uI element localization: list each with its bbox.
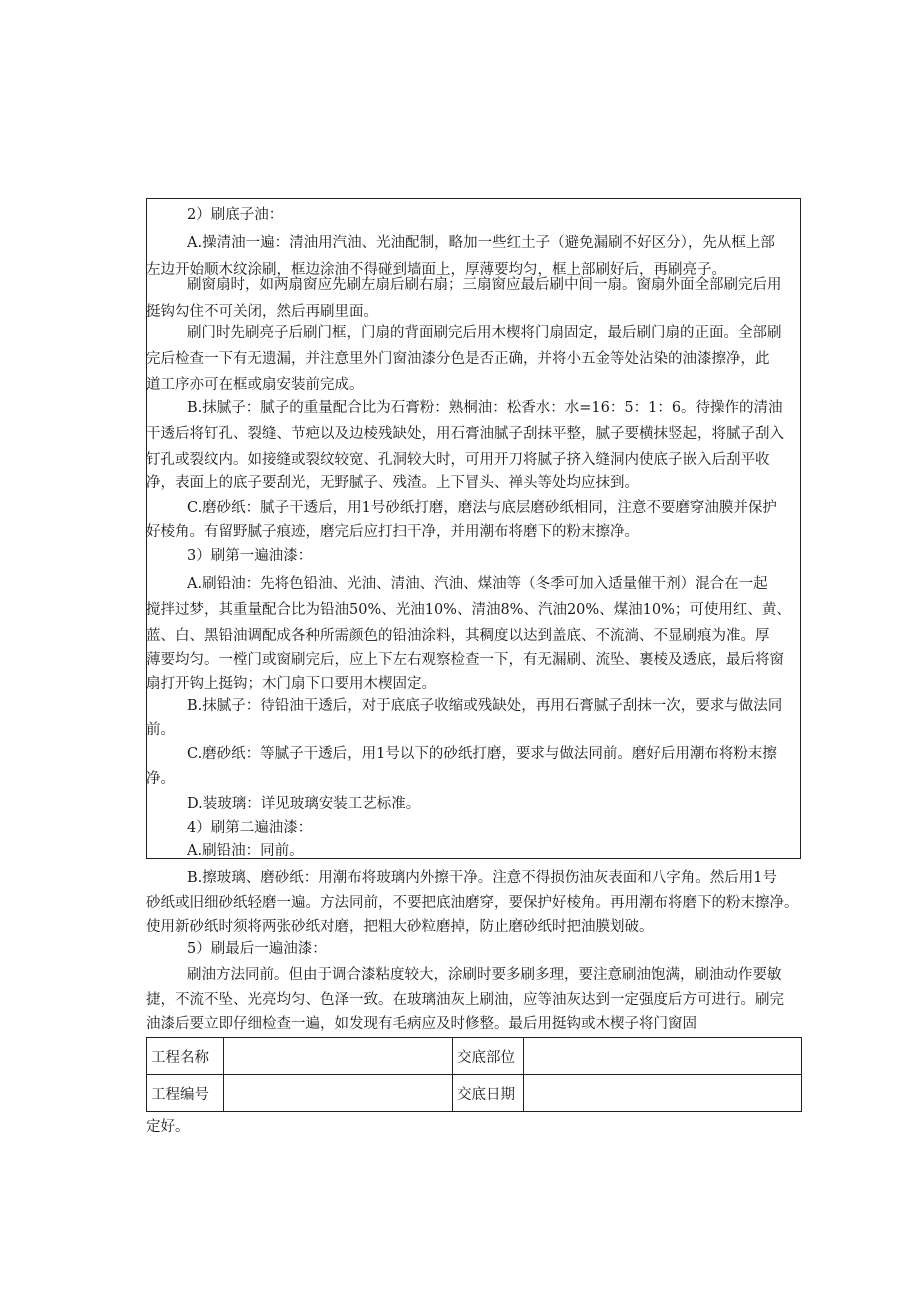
paragraph-line: C.磨砂纸：等腻子干透后，用1号以下的砂纸打磨，要求与做法同前。磨好后用潮布将粉末擦 [187, 746, 777, 762]
date-label: 交底日期 [453, 1075, 524, 1112]
paragraph-line: A.操清油一遍：清油用汽油、光油配制，略加一些红土子（避免漏刷不好区分），先从框上部 [187, 235, 775, 251]
project-number-label: 工程编号 [147, 1075, 224, 1112]
paragraph-line: 净。 [146, 771, 175, 787]
paragraph-line: D.装玻璃：详见玻璃安装工艺标准。 [187, 796, 421, 812]
heading-step-3: 3）刷第一遍油漆： [187, 548, 313, 564]
paragraph-line: 油漆后要立即仔细检查一遍，如发现有毛病应及时修整。最后用挺钩或木楔子将门窗固 [146, 1016, 697, 1032]
paragraph-line: 砂纸或旧细砂纸轻磨一遍。方法同前，不要把底油磨穿，要保护好棱角。再用潮布将磨下的粉末擦净。 [146, 895, 799, 911]
paragraph-line: 完后检查一下有无遗漏，并注意里外门窗油漆分色是否正确，并将小五金等处沾染的油漆擦净，此 [146, 351, 770, 367]
paragraph-line: C.磨砂纸：腻子干透后，用1号砂纸打磨，磨法与底层磨砂纸相同，注意不要磨穿油膜并保护 [187, 500, 777, 516]
paragraph-line: 刷窗扇时，如两扇窗应先刷左扇后刷右扇；三扇窗应最后刷中间一扇。窗扇外面全部刷完后用 [187, 277, 782, 293]
date-field[interactable] [524, 1075, 802, 1112]
trailing-text: 定好。 [146, 1119, 190, 1135]
location-label: 交底部位 [453, 1038, 524, 1075]
paragraph-line: A.刷铅油：同前。 [187, 843, 304, 859]
paragraph-line: 使用新砂纸时须将两张砂纸对磨，把粗大砂粒磨掉，防止磨砂纸时把油膜划破。 [146, 919, 654, 935]
paragraph-line: A.刷铅油：先将色铅油、光油、清油、汽油、煤油等（冬季可加入适量催干剂）混合在一起 [187, 576, 768, 592]
paragraph-line: 道工序亦可在框或扇安装前完成。 [146, 377, 364, 393]
paragraph-line: 挺钩勾住不可关闭，然后再刷里面。 [146, 304, 378, 320]
paragraph-line: B.抹腻子：腻子的重量配合比为石膏粉：熟桐油：松香水：水=16：5：1：6。待操作的清油 [187, 400, 783, 416]
paragraph-line: 钉孔或裂纹内。如接缝或裂纹较宽、孔洞较大时，可用开刀将腻子挤入缝洞内使底子嵌入后刮平收 [146, 452, 770, 468]
table-row [147, 1038, 802, 1075]
paragraph-line: 净，表面上的底子要刮光，无野腻子、残渣。上下冒头、禅头等处均应抹到。 [146, 475, 639, 491]
paragraph-line: B.抹腻子：待铅油干透后，对于底底子收缩或残缺处，再用石膏腻子刮抹一次，要求与做法同 [187, 698, 783, 714]
table-row [147, 1075, 802, 1112]
location-field[interactable] [524, 1038, 802, 1075]
paragraph-line: 前。 [146, 722, 175, 738]
heading-step-5: 5）刷最后一遍油漆： [187, 941, 327, 957]
project-number-field[interactable] [224, 1075, 453, 1112]
heading-step-4: 4）刷第二遍油漆： [187, 820, 313, 836]
paragraph-line: 薄要均匀。一樘门或窗刷完后，应上下左右观察检查一下，有无漏刷、流坠、裹棱及透底，最后将窗 [146, 652, 784, 668]
paragraph-line: 搅拌过梦，其重量配合比为铅油50%、光油10%、清油8%、汽油20%、煤油10%；可使用红、黄、 [146, 602, 791, 618]
paragraph-line: 刷油方法同前。但由于调合漆粘度较大，涂刷时要多刷多理，要注意刷油饱满，刷油动作要敏 [187, 967, 782, 983]
paragraph-line: 蓝、白、黑铅油调配成各种所需颜色的铅油涂料，其稠度以达到盖底、不流淌、不显刷痕为准。厚 [146, 628, 770, 644]
paragraph-line: 刷门时先刷亮子后刷门框，门扇的背面刷完后用木楔将门扇固定，最后刷门扇的正面。全部刷 [187, 325, 782, 341]
paragraph-line: B.擦玻璃、磨砂纸：用潮布将玻璃内外擦干净。注意不得损伤油灰表面和八字角。然后用1号 [187, 870, 777, 886]
project-name-field[interactable] [224, 1038, 453, 1075]
heading-step-2: 2）刷底子油： [187, 207, 284, 223]
project-name-label: 工程名称 [147, 1038, 224, 1075]
paragraph-line: 好棱角。有留野腻子痕迹，磨完后应打扫干净，并用潮布将磨下的粉末擦净。 [146, 524, 639, 540]
handover-info-table [146, 1037, 802, 1112]
paragraph-line: 左边开始顺木纹涂刷，框边涂油不得碰到墙面上，厚薄要均匀，框上部刷好后，再刷亮子。 [146, 262, 726, 278]
paragraph-line: 扇打开钩上挺钩；木门扇下口要用木楔固定。 [146, 676, 436, 692]
paragraph-line: 捷，不流不坠、光亮均匀、色泽一致。在玻璃油灰上刷油，应等油灰达到一定强度后方可进行。刷完 [146, 992, 784, 1008]
paragraph-line: 干透后将钉孔、裂缝、节疤以及边棱残缺处，用石膏油腻子刮抹平整，腻子要横抹竖起，将腻子刮入 [146, 426, 784, 442]
